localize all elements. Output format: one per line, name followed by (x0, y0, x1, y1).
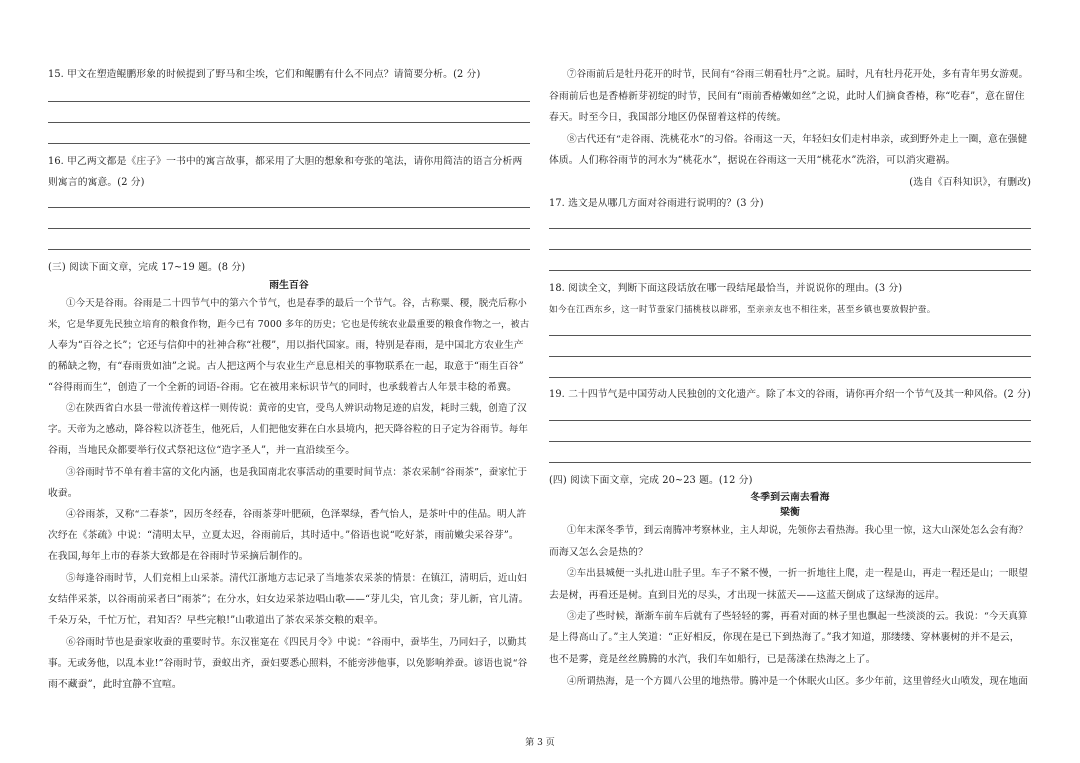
paragraph-line: ①年末深冬季节，到云南腾冲考察林业，主人却说，先领你去看热海。我心里一惊，这大山深处怎么会有海？ (567, 525, 1028, 536)
article-title: 冬季到云南去看海 (750, 492, 830, 503)
paragraph-line: 而海又怎么会是热的？ (549, 547, 648, 558)
question-16: 16. 甲乙两文都是《庄子》一书中的寓言故事，都采用了大胆的想象和夸张的笔法，请你用简洁的语言分析两 (48, 156, 523, 167)
paragraph-line: 收蚕。 (48, 488, 78, 499)
answer-line[interactable] (549, 249, 1031, 250)
source-note: (选自《百科知识》，有删改) (909, 177, 1031, 188)
question-17: 17. 选文是从哪几方面对谷雨进行说明的？(3 分) (549, 198, 764, 209)
paragraph-line: ④谷雨茶，又称“二春茶”，因历冬经春，谷雨茶芽叶肥硕，色泽翠绿，香气怡人，是茶叶中的佳品。明人許 (66, 509, 527, 520)
paragraph-line: 体质。人们称谷雨节的河水为“桃花水”，据说在谷雨这一天用“桃花水”洗浴，可以消灾避祸。 (549, 155, 956, 166)
paragraph-line: 女结伴采茶，以谷雨前采者曰“雨茶”；在分水，妇女边采茶边唱山歌——“芽儿尖，官儿贪；芽儿新，官儿清。 (48, 594, 529, 605)
paragraph-line: 米，它是华夏先民独立培育的粮食作物，距今已有 7000 多年的历史；它也是传统农业最重要的粮食作物之一，被古 (48, 319, 530, 330)
paragraph-line: 雨不藏蚕”，此时宜静不宜喧。 (48, 679, 182, 690)
page-number: 第 3 页 (525, 738, 555, 748)
paragraph-line: ⑥谷雨时节也是蚕家收蚕的重要时节。东汉崔寔在《四民月令》中说：“谷雨中，蚕毕生，乃同妇子，以勤其 (66, 637, 527, 648)
paragraph-line: 去是树，再看还是树。直到目光的尽头，才出现一抹蓝天——这蓝天倒成了这绿海的远岸。 (549, 590, 945, 601)
paragraph-line: ③谷雨时节不单有着丰富的文化内涵，也是我国南北农事活动的重要时间节点：茶农采制“谷雨茶”，蚕家忙于 (66, 467, 528, 478)
answer-line[interactable] (48, 101, 530, 102)
paragraph-line: ③走了些时候，渐渐车前车后就有了些轻轻的雾，再看对面的林子里也飘起一些淡淡的云。我说：“今天真算 (567, 611, 1028, 622)
paragraph-line: 谷雨前后也是香椿新芽初绽的时节，民间有“雨前香椿嫩如丝”之说，此时人们摘食香椿，称“吃春”，意在留住 (549, 91, 1025, 102)
answer-line[interactable] (48, 143, 530, 144)
paragraph-line: ④所谓热海，是一个方圆八公里的地热带。腾冲是一个休眠火山区。多少年前，这里曾经火山喷发，现在地面 (567, 676, 1028, 687)
article-author: 梁衡 (780, 507, 800, 518)
paragraph-line: 字。天帝为之感动，降谷粒以济苍生，他死后，人们把他安葬在白水县境内，把天降谷粒的日子定为谷雨节。每年 (48, 424, 529, 435)
answer-line[interactable] (549, 462, 1031, 463)
answer-line[interactable] (549, 377, 1031, 378)
paragraph-line: 次纾在《茶疏》中说：“清明太早，立夏太迟，谷雨前后，其时适中。”俗语也说“吃好茶，雨前嫩尖采谷芽”。 (48, 530, 519, 541)
paragraph-line: ⑧古代还有“走谷雨、洗桃花水”的习俗。谷雨这一天，年轻妇女们走村串亲，或到野外走上一圈，意在强健 (567, 134, 1028, 145)
paragraph-line: ②在陕西省白水县一带流传着这样一则传说：黄帝的史官，受鸟人辨识动物足迹的启发，耗时三载，创造了汉 (66, 403, 527, 414)
paragraph-line: 人奉为“百谷之长”；它还与信仰中的社神合称“社稷”，用以指代国家。雨，特别是春雨，是中国北方农业生产 (48, 340, 524, 351)
answer-line[interactable] (549, 420, 1031, 421)
question-15: 15. 甲文在塑造鲲鹏形象的时候提到了野马和尘埃，它们和鲲鹏有什么不同点？请简要分析。(2 分) (48, 69, 481, 80)
answer-line[interactable] (549, 228, 1031, 229)
question-19: 19. 二十四节气是中国劳动人民独创的文化遗产。除了本文的谷雨，请你再介绍一个节气及其一种风俗。(2 分) (549, 389, 1031, 400)
paragraph-line: 谷雨，当地民众都要举行仪式祭祀这位“造字圣人”，并一直沿续至今。 (48, 445, 356, 456)
paragraph-line: 千朵万朵，千忙万忙，君知否？早些完粮!”山歌道出了茶农采茶交粮的艰辛。 (48, 615, 384, 626)
answer-line[interactable] (48, 249, 530, 250)
answer-line[interactable] (549, 441, 1031, 442)
paragraph-line: 也不是雾，竟是丝丝腾腾的水汽，我们车如船行，已是荡漾在热海之上了。 (549, 654, 876, 665)
paragraph-line: ①今天是谷雨。谷雨是二十四节气中的第六个节气，也是春季的最后一个节气。谷，古称粟、稷，脱壳后称小 (66, 298, 527, 309)
section-4-heading: (四) 阅读下面文章，完成 20~23 题。(12 分) (549, 475, 753, 486)
article-title: 雨生百谷 (269, 280, 309, 291)
question-16-cont: 则寓言的寓意。(2 分) (48, 177, 145, 188)
answer-line[interactable] (549, 270, 1031, 271)
paragraph-line: 事。无或务他，以乱本业!”谷雨时节，蚕蚁出齐，蚕妇要悉心照料，不能旁涉他事，以免影响养蚕。谚语也说“谷 (48, 658, 528, 669)
paragraph-line: 的稀缺之物，有“春雨贵如油”之说。古人把这两个与农业生产息息相关的事物联系在一起，取意于“雨生百谷” (48, 361, 524, 372)
paragraph-line: 是上得高山了。”主人笑道：“正好相反，你现在是已下到热海了。”我才知道，那缕缕、穿林裹树的并不是云， (549, 632, 1020, 643)
answer-line[interactable] (549, 335, 1031, 336)
answer-line[interactable] (48, 122, 530, 123)
answer-line[interactable] (48, 207, 530, 208)
paragraph-line: ⑤每逢谷雨时节，人们竞相上山采茶。清代江浙地方志记录了当地茶农采茶的情景：在镇江，清明后，近山妇 (66, 573, 527, 584)
answer-line[interactable] (549, 356, 1031, 357)
question-18: 18. 阅读全文，判断下面这段话放在哪一段结尾最恰当，并说说你的理由。(3 分) (549, 283, 903, 294)
paragraph-line: ⑦谷雨前后是牡丹花开的时节，民间有“谷雨三朝看牡丹”之说。届时，凡有牡丹花开处，多有青年男女游观。 (567, 69, 1029, 80)
section-3-heading: (三) 阅读下面文章，完成 17~19 题。(8 分) (48, 262, 246, 273)
paragraph-line: ②车出县城便一头扎进山肚子里。车子不紧不慢，一折一折地往上爬，走一程是山，再走一程还是山；一眼望 (567, 568, 1028, 579)
question-18-quote: 如今在江西东乡，这一时节蚕家门插桃枝以辟邪，至亲亲友也不相往来，甚至乡镇也要放假护蚕。 (549, 305, 936, 315)
answer-line[interactable] (48, 228, 530, 229)
paragraph-line: “谷得雨而生”，创造了一个全新的词语-谷雨。它在被用来标识节气的同时，也承载着古人年景丰稔的希冀。 (48, 382, 517, 393)
paragraph-line: 在我国,每年上市的春茶大致都是在谷雨时节采摘后制作的。 (48, 551, 309, 562)
paragraph-line: 春天。时至今日，我国部分地区仍保留着这样的传统。 (549, 112, 787, 123)
